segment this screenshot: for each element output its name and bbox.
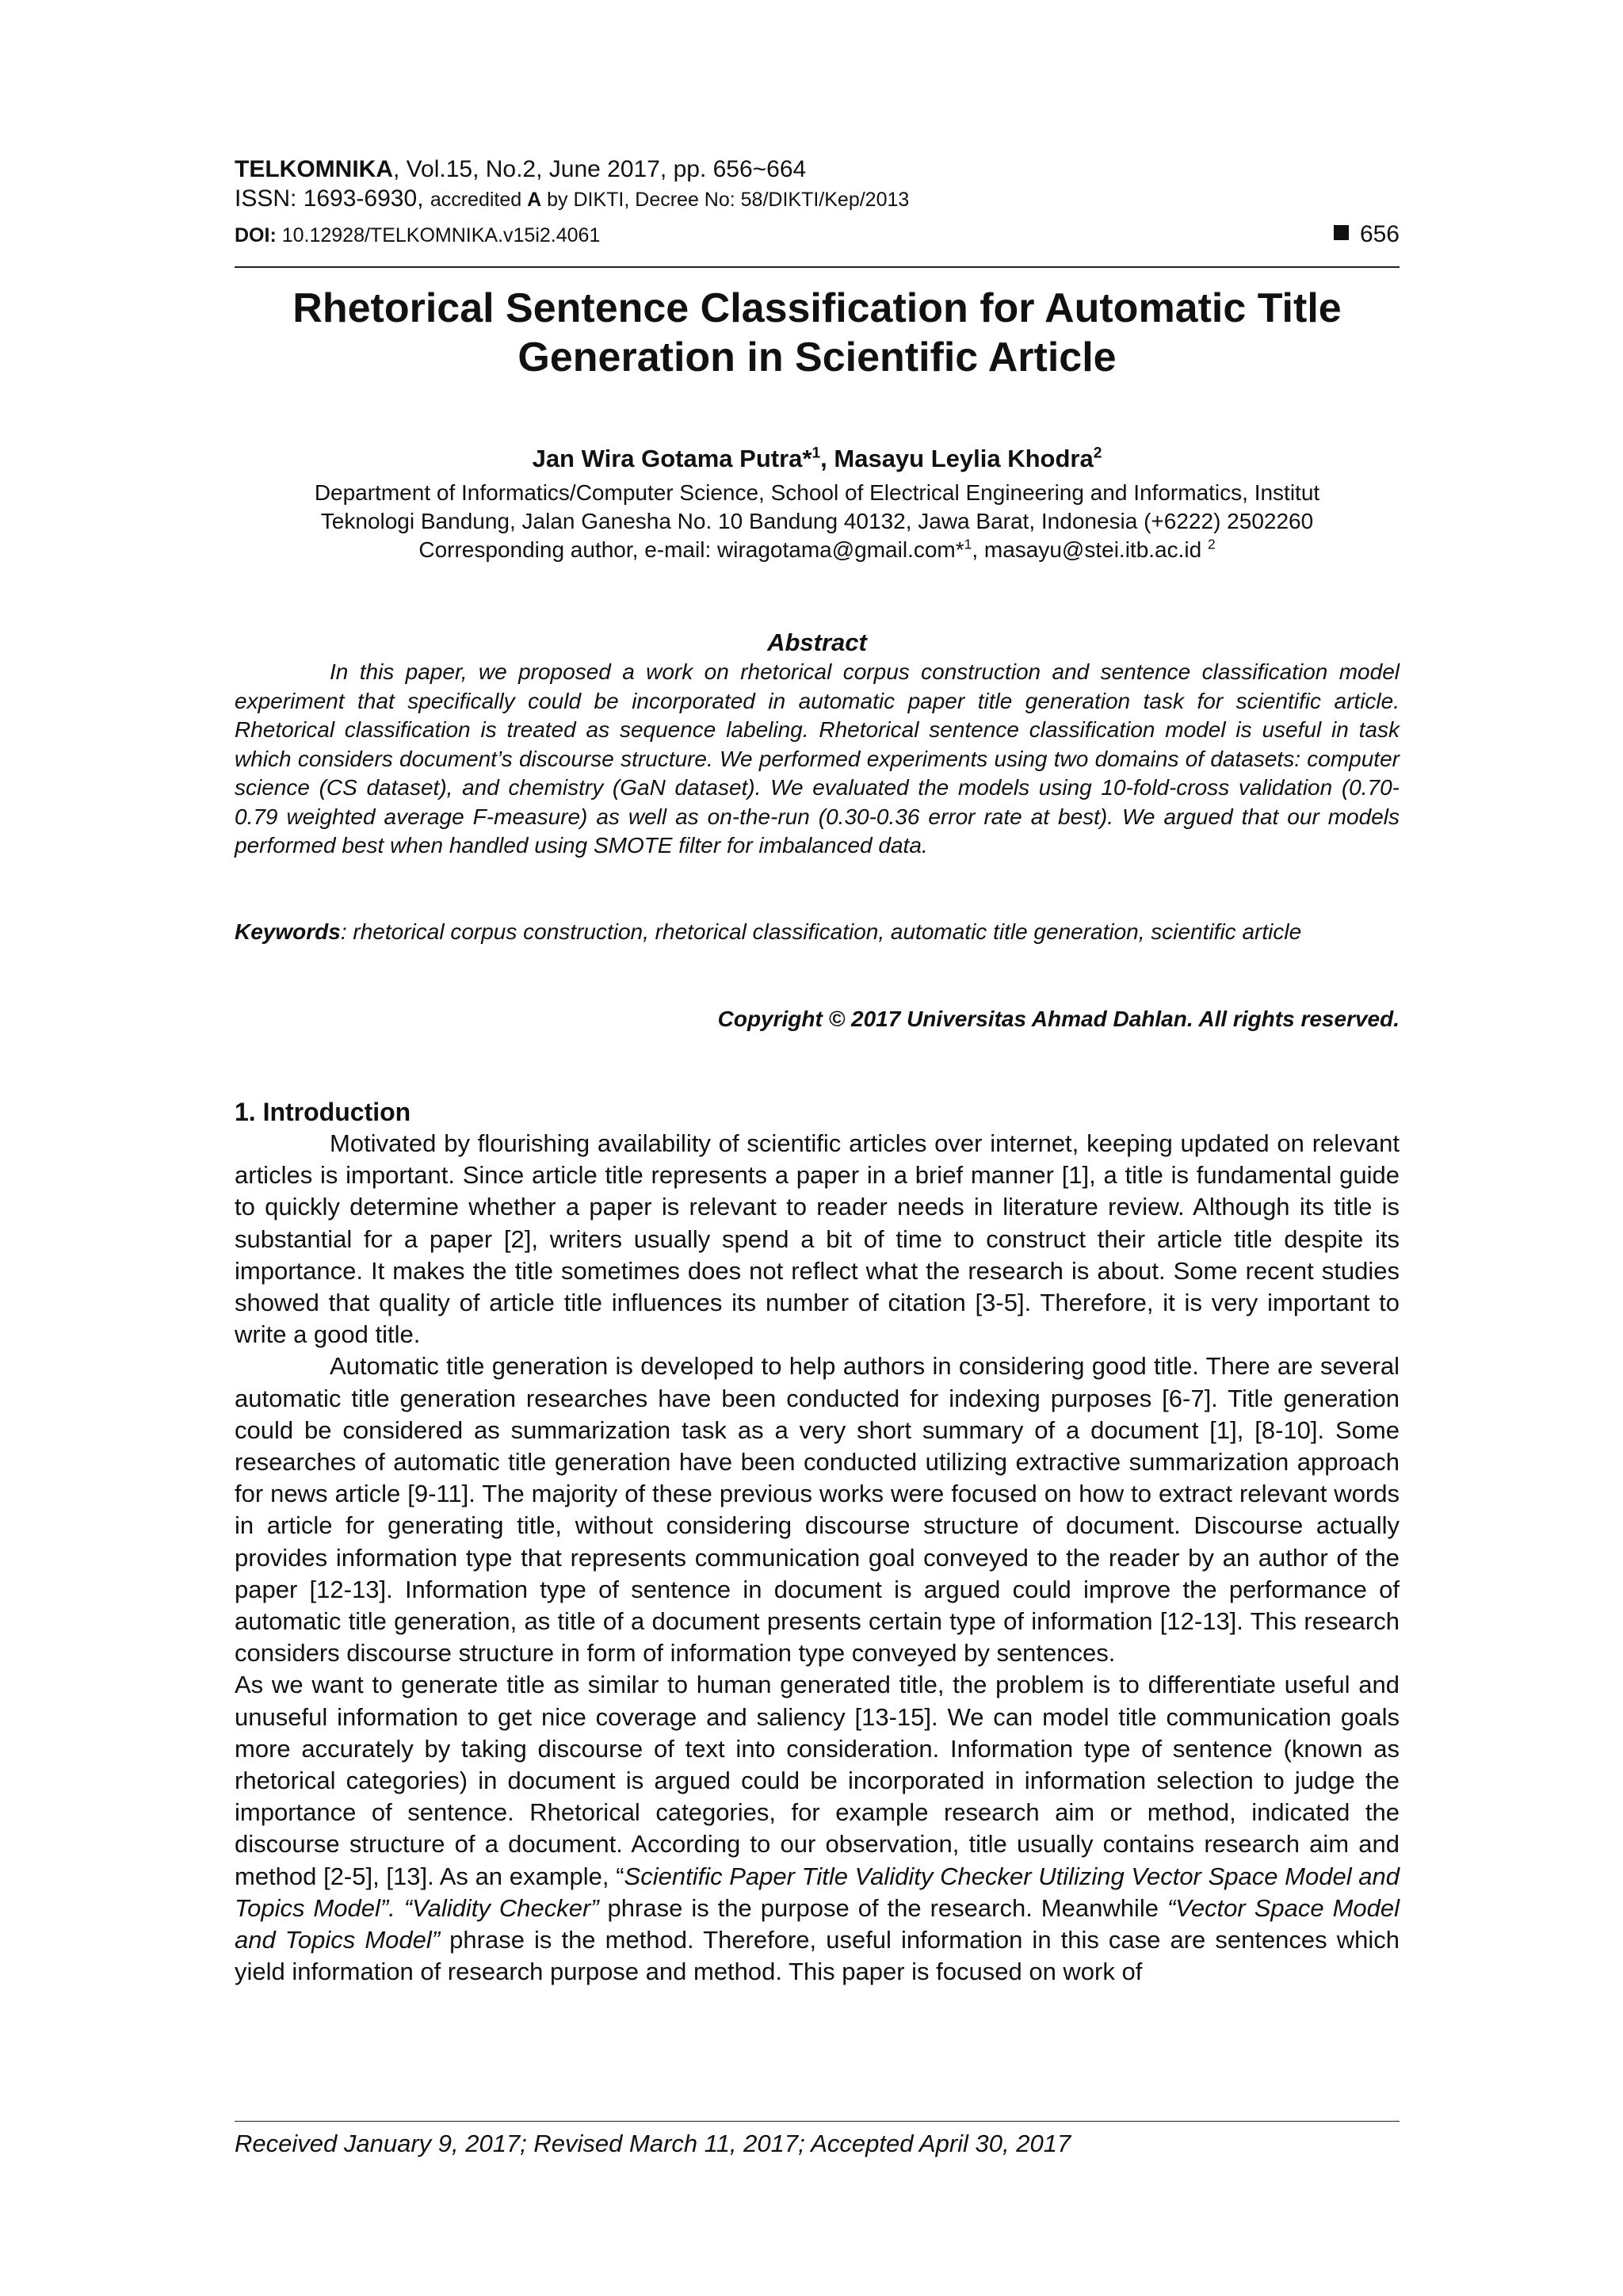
author-separator: , [820, 445, 834, 472]
volume-info: , Vol.15, No.2, June 2017, pp. 656~664 [392, 156, 807, 182]
accredited-grade: A [527, 189, 542, 211]
accredited-pre: accredited [430, 189, 528, 211]
para3-text-2: phrase is the purpose of the research. Meanwhile [598, 1893, 1167, 1922]
header-rule [235, 266, 1400, 268]
doi-label: DOI: [235, 224, 282, 246]
section-heading: 1. Introduction [235, 1098, 411, 1126]
page-number [1334, 220, 1400, 249]
affiliation-line-2: Teknologi Bandung, Jalan Ganesha No. 10 Bandung 40132, Jawa Barat, Indonesia (+6222) 2502260 [320, 509, 1314, 533]
keywords-label: Keywords [235, 919, 341, 944]
body-text [235, 1128, 1400, 1988]
journal-line [235, 155, 806, 184]
paper-title [235, 284, 1400, 382]
para3-text-3: phrase is the method. Therefore, useful information in this case are sentences which yield information of research purpose and method. This paper is focused on work of [235, 1926, 1400, 1986]
para3-italic-1: Scientific Paper Title Validity Checker Utilizing Vector Space Model and Topics Model”. “Validity Checker” [235, 1862, 1400, 1922]
issn: ISSN: 1693-6930, [235, 185, 430, 212]
title-line-1: Rhetorical Sentence Classification for Automatic Title [292, 285, 1342, 331]
author-2-sup: 2 [1093, 445, 1102, 462]
abstract-text: In this paper, we proposed a work on rhetorical corpus construction and sentence classification model experiment that specifically could be incorporated in automatic paper title generation task for scientific article. Rhetorical classification is treated as sequence labeling. Rhetorical sentence classification model is useful in task which considers document’s discourse structure. We performed experiments using two domains of datasets: computer science (CS dataset), and chemistry (GaN dataset). We evaluated the models using 10-fold-cross validation (0.70-0.79 weighted average F-measure) as well as on-the-run (0.30-0.36 error rate at best). We argued that our models performed best when handled using SMOTE filter for imbalanced data. [235, 659, 1400, 858]
corresponding-sup-1: 1 [964, 536, 972, 552]
doi-line [235, 220, 600, 250]
paragraph-2: Automatic title generation is developed to help authors in considering good title. There are several automatic title generation researches have been conducted for indexing purposes [6-7]. Title generation could be considered as summarization task as a very short summary of a document [1], [8-10]. Some researches of automatic title generation have been conducted utilizing extractive summarization approach for news article [9-11]. The majority of these previous works were focused on how to extract relevant words in article for generating title, without considering discourse structure of document. Discourse actually provides information type that represents communication goal conveyed to the reader by an author of the paper [12-13]. Information type of sentence in document is argued could improve the performance of automatic title generation, as title of a document presents certain type of information [12-13]. This research considers discourse structure in form of information type conveyed by sentences. [235, 1352, 1400, 1668]
accredited-post: by DIKTI, Decree No: 58/DIKTI/Kep/2013 [541, 189, 910, 211]
keywords [235, 918, 1400, 946]
issn-line [235, 185, 909, 214]
paragraph-3 [235, 1669, 1400, 1988]
page-number-value: 656 [1359, 221, 1400, 247]
affiliation-line-1: Department of Informatics/Computer Science, School of Electrical Engineering and Informatics, Institut [314, 480, 1320, 505]
copyright: Copyright © 2017 Universitas Ahmad Dahlan. All rights reserved. [717, 1007, 1400, 1031]
square-bullet-icon [1334, 225, 1349, 240]
paragraph-1: Motivated by flourishing availability of scientific articles over internet, keeping updated on relevant articles is important. Since article title represents a paper in a brief manner [1], a title is fundamental guide to quickly determine whether a paper is relevant to reader needs in literature review. Although its title is substantial for a paper [2], writers usually spend a bit of time to construct their article title despite its importance. It makes the title sometimes does not reflect what the research is about. Some recent studies showed that quality of article title influences its number of citation [3-5]. Therefore, it is very important to write a good title. [235, 1129, 1400, 1349]
author-1-sup: 1 [812, 445, 821, 462]
keywords-text: : rhetorical corpus construction, rhetorical classification, automatic title generation, scientific article [340, 919, 1302, 944]
title-line-2: Generation in Scientific Article [517, 334, 1117, 380]
journal-name: TELKOMNIKA [235, 156, 393, 182]
authors [235, 444, 1400, 474]
corresponding-author [235, 536, 1400, 563]
author-2: Masayu Leylia Khodra [834, 445, 1094, 472]
corresponding-sup-2: 2 [1207, 536, 1216, 552]
corresponding-pre: Corresponding author, e-mail: wiragotama@gmail.com* [418, 537, 964, 562]
para3-italic-2: “Vector Space Model and Topics Model” [235, 1893, 1400, 1954]
doi-link[interactable]: 10.12928/TELKOMNIKA.v15i2.4061 [281, 224, 601, 246]
received-dates: Received January 9, 2017; Revised March 11, 2017; Accepted April 30, 2017 [235, 2130, 1071, 2157]
corresponding-mid: , masayu@stei.itb.ac.id [972, 537, 1208, 562]
footer-rule [235, 2121, 1400, 2122]
abstract-heading: Abstract [767, 628, 867, 656]
para3-text-1: As we want to generate title as similar to human generated title, the problem is to differentiate useful and unuseful information to get nice coverage and saliency [13-15]. We can model title communication goals more accurately by taking discourse of text into consideration. Information type of sentence (known as rhetorical categories) in document is argued could be incorporated in information selection to judge the importance of sentence. Rhetorical categories, for example research aim or method, indicated the discourse structure of a document. According to our observation, title usually contains research aim and method [2-5], [13]. As an example, “ [235, 1671, 1400, 1890]
author-1: Jan Wira Gotama Putra* [532, 445, 812, 472]
